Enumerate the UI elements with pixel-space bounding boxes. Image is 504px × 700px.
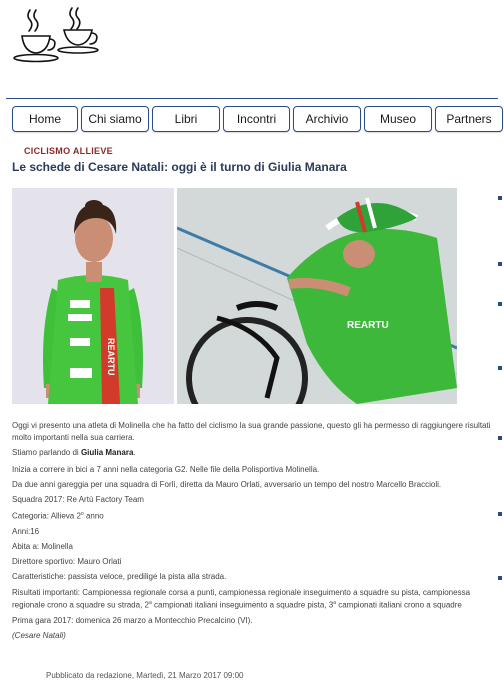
jersey-text: REARTU [106, 338, 116, 376]
career-start: Inizia a correre in bici a 7 anni nella categoria G2. Nelle file della Polisportiva Molinella. [12, 465, 320, 475]
intro-name-paragraph: Stiamo parlando di Giulia Manara. [12, 447, 136, 457]
nav-partners[interactable]: Partners [435, 106, 503, 132]
article-category[interactable]: CICLISMO ALLIEVE [24, 146, 113, 156]
article-title[interactable]: Le schede di Cesare Natali: oggi è il turno di Giulia Manara [12, 160, 347, 174]
coffee-cups-logo [8, 6, 108, 64]
nav-libri[interactable]: Libri [152, 106, 220, 132]
category-line: Categoria: Allieva 2$^o$ anno [12, 511, 104, 522]
athlete-racing-photo [177, 188, 457, 404]
publish-info: Pubblicato da redazione, Martedì, 21 Marzo 2017 09:00 [46, 671, 244, 680]
athlete-name: Giulia Manara [80, 447, 134, 457]
nav-home[interactable]: Home [12, 106, 78, 132]
nav-archivio[interactable]: Archivio [293, 106, 361, 132]
director-line: Direttore sportivo: Mauro Orlati [12, 557, 122, 567]
athlete-portrait-photo [12, 188, 174, 404]
jersey-text: REARTU [347, 320, 389, 331]
results-line: Risultati importanti: Campionessa regionale corsa a punti, campionessa regionale inseguimento a squadre su pista, campionessa regionale crono a squadre su strada, 2$^a$ campionati italiani inseguimento a squadre pista, 3$^a$ campionati italiani crono a squadre [12, 587, 471, 610]
age-line: Anni:16 [12, 527, 40, 537]
nav-incontri[interactable]: Incontri [223, 106, 290, 132]
article-body [12, 420, 496, 645]
current-team-info: Da due anni gareggia per una squadra di Forlì, diretta da Mauro Orlati, avversario un tempo del nostro Marcello Braccioli. [12, 480, 442, 490]
intro-paragraph: Oggi vi presento una atleta di Molinella che ha fatto del ciclismo la sua grande passione, questo gli ha permesso di raggiungere risultati molto importanti nella sua carriera. [12, 421, 491, 442]
team-line: Squadra 2017: Re Artù Factory Team [12, 495, 144, 505]
nav-museo[interactable]: Museo [364, 106, 432, 132]
sidebar-edge [498, 196, 504, 616]
nav-chi-siamo[interactable]: Chi siamo [81, 106, 149, 132]
header-divider [6, 98, 498, 99]
main-nav [12, 106, 498, 132]
features-line: Caratteristiche: passista veloce, predilige la pista alla strada. [12, 572, 227, 582]
author-signature: (Cesare Natali) [12, 630, 66, 640]
residence-line: Abita a: Molinella [12, 542, 73, 552]
first-race-line: Prima gara 2017: domenica 26 marzo a Montecchio Precalcino (VI). [12, 615, 253, 625]
